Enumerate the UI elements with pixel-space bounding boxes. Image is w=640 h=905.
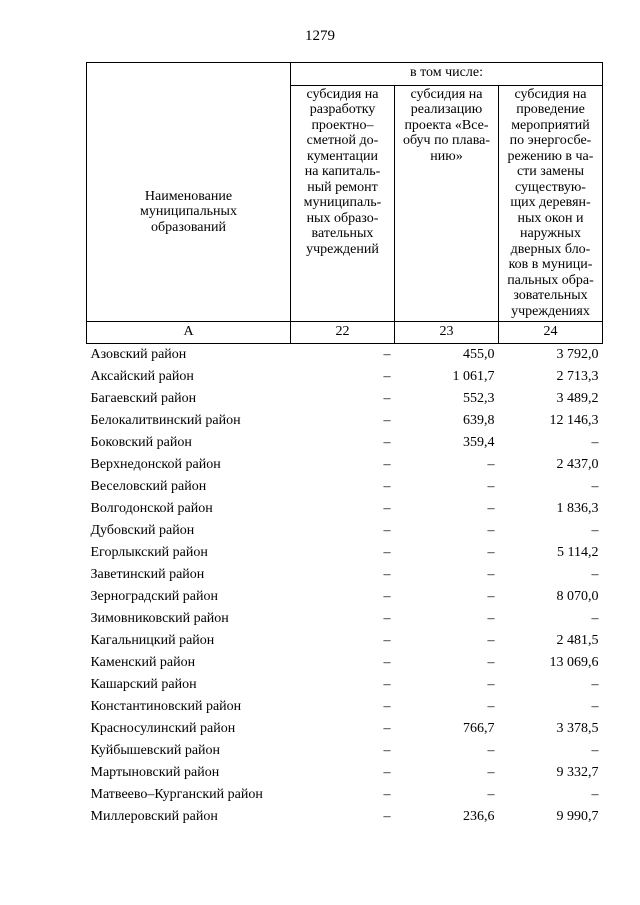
value-cell-23: 552,3 bbox=[463, 391, 495, 407]
value-cell-24: 2 713,3 bbox=[556, 369, 599, 385]
header-col-24-line: субсидия на bbox=[514, 86, 587, 102]
header-name-line: образований bbox=[151, 219, 226, 235]
header-col-23-line: реализацию bbox=[410, 102, 483, 117]
header-col-22-line: разработку bbox=[309, 102, 376, 117]
header-col-24-line: зовательных bbox=[513, 288, 588, 303]
header-col-24-line: дверных бло- bbox=[510, 241, 591, 257]
value-cell-24: – bbox=[591, 523, 599, 539]
table-row bbox=[87, 630, 603, 652]
header-col-22-line: на капиталь- bbox=[304, 164, 381, 179]
page-number: 1279 bbox=[305, 28, 335, 44]
table-row bbox=[87, 652, 603, 674]
header-col-24-line: существую- bbox=[515, 179, 586, 195]
district-name-cell: Кагальницкий район bbox=[90, 633, 215, 649]
table-row bbox=[87, 344, 603, 367]
header-col-23-line: субсидия на bbox=[410, 86, 483, 102]
value-cell-24: 9 332,7 bbox=[556, 765, 599, 781]
district-name-cell: Каменский район bbox=[90, 655, 196, 671]
index-cell-22: 22 bbox=[291, 322, 395, 344]
value-cell-24: – bbox=[591, 743, 599, 759]
district-name-cell: Красносулинский район bbox=[90, 721, 236, 737]
value-cell-23: – bbox=[487, 457, 495, 473]
header-col-24-line: режению в ча- bbox=[507, 148, 594, 164]
value-cell-23: – bbox=[487, 545, 495, 561]
value-cell-24: 8 070,0 bbox=[556, 589, 599, 605]
value-cell-23: – bbox=[487, 633, 495, 649]
subsidy-table bbox=[86, 62, 603, 828]
value-cell-23: – bbox=[487, 589, 495, 605]
value-cell-22: – bbox=[383, 809, 391, 825]
header-col-24-line: пальных обра- bbox=[507, 272, 594, 288]
header-col-22-line: вательных bbox=[311, 226, 374, 241]
index-cell-24: 24 bbox=[499, 322, 603, 344]
value-cell-23: – bbox=[487, 567, 495, 583]
header-col-22-line: ных образо- bbox=[306, 210, 379, 226]
value-cell-22: – bbox=[383, 787, 391, 803]
header-col-24-line: щих деревян- bbox=[510, 195, 591, 210]
value-cell-22: – bbox=[383, 479, 391, 495]
district-name-cell: Мартыновский район bbox=[90, 765, 220, 781]
header-col-22-line: сметной до- bbox=[306, 133, 379, 148]
value-cell-23: 359,4 bbox=[463, 435, 495, 451]
value-cell-22: – bbox=[383, 765, 391, 781]
header-col-24-line: мероприятий bbox=[511, 117, 590, 133]
table-row bbox=[87, 784, 603, 806]
value-cell-24: 3 489,2 bbox=[556, 391, 599, 407]
value-cell-24: 2 437,0 bbox=[556, 457, 599, 473]
header-col-24-line: по энергосбе- bbox=[509, 133, 592, 148]
header-col-24-line: сти замены bbox=[516, 164, 585, 179]
header-col-24 bbox=[499, 85, 603, 322]
header-col-22-line: ный ремонт bbox=[307, 179, 378, 195]
header-col-22-line: муниципаль- bbox=[303, 195, 382, 210]
table-row bbox=[87, 410, 603, 432]
value-cell-23: – bbox=[487, 677, 495, 693]
value-cell-24: – bbox=[591, 611, 599, 627]
district-name-cell: Багаевский район bbox=[90, 391, 197, 407]
value-cell-23: – bbox=[487, 787, 495, 803]
district-name-cell: Егорлыкский район bbox=[90, 545, 208, 561]
table-row bbox=[87, 432, 603, 454]
header-name-column bbox=[87, 63, 291, 322]
value-cell-23: 236,6 bbox=[463, 809, 495, 825]
table-row bbox=[87, 366, 603, 388]
district-name-cell: Куйбышевский район bbox=[90, 743, 221, 759]
table-row bbox=[87, 454, 603, 476]
district-name-cell: Белокалитвинский район bbox=[90, 413, 241, 429]
header-col-22-line: субсидия на bbox=[306, 86, 379, 102]
value-cell-22: – bbox=[383, 655, 391, 671]
value-cell-23: – bbox=[487, 655, 495, 671]
header-name-line: муниципальных bbox=[140, 204, 237, 220]
header-col-22-line: учреждений bbox=[306, 241, 379, 257]
value-cell-22: – bbox=[383, 391, 391, 407]
header-col-24-line: проведение bbox=[516, 102, 585, 117]
value-cell-24: – bbox=[591, 699, 599, 715]
value-cell-23: – bbox=[487, 479, 495, 495]
district-name-cell: Веселовский район bbox=[90, 479, 207, 495]
value-cell-22: – bbox=[383, 545, 391, 561]
header-col-23-line: проекта «Все- bbox=[404, 117, 489, 133]
value-cell-22: – bbox=[383, 611, 391, 627]
value-cell-22: – bbox=[383, 677, 391, 693]
value-cell-24: 2 481,5 bbox=[556, 633, 599, 649]
value-cell-23: 639,8 bbox=[463, 413, 495, 429]
value-cell-22: – bbox=[383, 721, 391, 737]
header-col-22-line: проектно– bbox=[311, 117, 374, 133]
table-row bbox=[87, 762, 603, 784]
column-index-row bbox=[87, 322, 603, 344]
value-cell-24: – bbox=[591, 479, 599, 495]
district-name-cell: Кашарский район bbox=[90, 677, 197, 693]
value-cell-23: – bbox=[487, 765, 495, 781]
header-name-line: Наименование bbox=[144, 188, 233, 204]
header-col-24-line: наружных bbox=[520, 226, 581, 241]
value-cell-24: 9 990,7 bbox=[556, 809, 599, 825]
value-cell-22: – bbox=[383, 501, 391, 517]
value-cell-24: 13 069,6 bbox=[549, 655, 599, 671]
header-including: в том числе: bbox=[291, 63, 603, 86]
header-col-23 bbox=[395, 85, 499, 322]
value-cell-23: – bbox=[487, 501, 495, 517]
district-name-cell: Зимовниковский район bbox=[90, 611, 229, 627]
value-cell-22: – bbox=[383, 435, 391, 451]
index-cell-a: А bbox=[87, 322, 291, 344]
value-cell-24: 3 378,5 bbox=[556, 721, 599, 737]
table-row bbox=[87, 608, 603, 630]
value-cell-23: 1 061,7 bbox=[452, 369, 495, 385]
table-row bbox=[87, 740, 603, 762]
value-cell-24: 12 146,3 bbox=[549, 413, 599, 429]
value-cell-23: – bbox=[487, 699, 495, 715]
value-cell-24: – bbox=[591, 435, 599, 451]
table-row bbox=[87, 586, 603, 608]
value-cell-22: – bbox=[383, 699, 391, 715]
value-cell-22: – bbox=[383, 589, 391, 605]
value-cell-24: – bbox=[591, 567, 599, 583]
value-cell-23: 766,7 bbox=[463, 721, 495, 737]
value-cell-24: 1 836,3 bbox=[556, 501, 599, 517]
value-cell-22: – bbox=[383, 457, 391, 473]
value-cell-24: 5 114,2 bbox=[557, 545, 599, 561]
table-body bbox=[87, 344, 603, 829]
header-col-22 bbox=[291, 85, 395, 322]
value-cell-22: – bbox=[383, 347, 391, 363]
district-name-cell: Миллеровский район bbox=[90, 809, 218, 825]
value-cell-22: – bbox=[383, 743, 391, 759]
value-cell-22: – bbox=[383, 567, 391, 583]
value-cell-22: – bbox=[383, 413, 391, 429]
district-name-cell: Заветинский район bbox=[90, 567, 205, 583]
value-cell-22: – bbox=[383, 369, 391, 385]
table-row bbox=[87, 520, 603, 542]
table-row bbox=[87, 696, 603, 718]
header-col-23-line: нию» bbox=[430, 148, 463, 164]
table-row bbox=[87, 542, 603, 564]
value-cell-23: – bbox=[487, 523, 495, 539]
table-row bbox=[87, 564, 603, 586]
header-col-24-line: ных окон и bbox=[517, 210, 584, 226]
value-cell-23: 455,0 bbox=[463, 347, 495, 363]
district-name-cell: Матвеево–Курганский район bbox=[90, 787, 263, 803]
table-header bbox=[87, 63, 603, 344]
district-name-cell: Азовский район bbox=[90, 347, 187, 363]
district-name-cell: Аксайский район bbox=[90, 369, 194, 385]
district-name-cell: Волгодонской район bbox=[90, 501, 213, 517]
district-name-cell: Зерноградский район bbox=[90, 589, 218, 605]
value-cell-23: – bbox=[487, 743, 495, 759]
value-cell-24: – bbox=[591, 677, 599, 693]
table-row bbox=[87, 476, 603, 498]
district-name-cell: Константиновский район bbox=[90, 699, 242, 715]
district-name-cell: Боковский район bbox=[90, 435, 192, 451]
table-row bbox=[87, 498, 603, 520]
index-cell-23: 23 bbox=[395, 322, 499, 344]
table-row bbox=[87, 718, 603, 740]
value-cell-22: – bbox=[383, 633, 391, 649]
value-cell-24: 3 792,0 bbox=[556, 347, 599, 363]
table-row bbox=[87, 388, 603, 410]
district-name-cell: Верхнедонской район bbox=[90, 457, 221, 473]
header-col-24-line: ков в муници- bbox=[508, 257, 593, 272]
table-row bbox=[87, 806, 603, 828]
header-col-22-line: кументации bbox=[307, 148, 378, 164]
header-col-23-line: обуч по плава- bbox=[402, 133, 491, 148]
value-cell-24: – bbox=[591, 787, 599, 803]
table-row bbox=[87, 674, 603, 696]
district-name-cell: Дубовский район bbox=[90, 523, 195, 539]
value-cell-23: – bbox=[487, 611, 495, 627]
value-cell-22: – bbox=[383, 523, 391, 539]
header-col-24-line: учреждениях bbox=[511, 303, 590, 319]
